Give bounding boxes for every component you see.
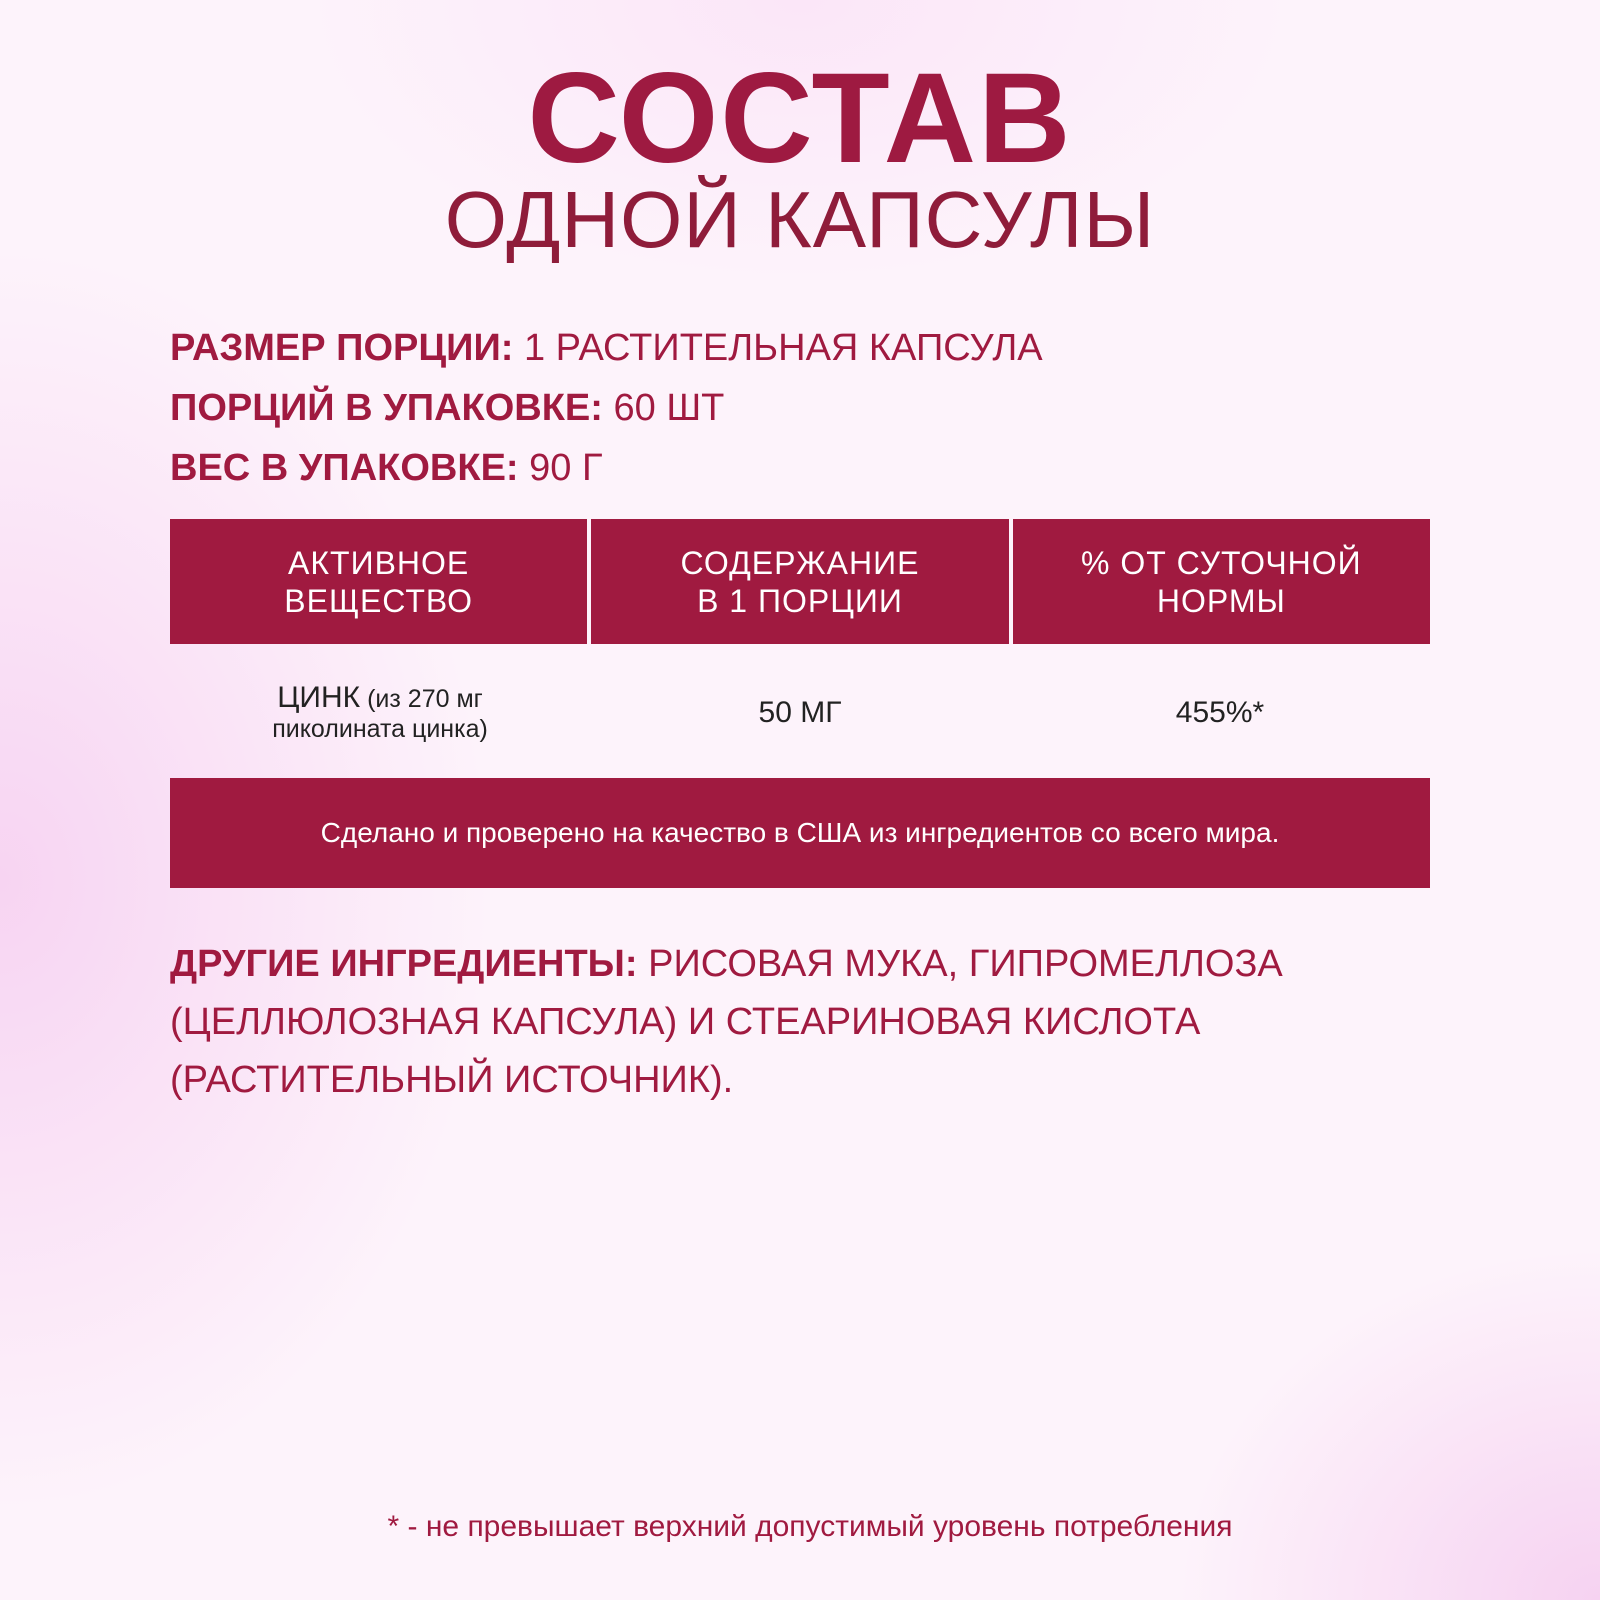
- table-header: [170, 519, 1430, 644]
- substance-name: ЦИНК: [277, 681, 361, 714]
- cell-amount: 50 МГ: [758, 695, 842, 729]
- weight-value: 90 Г: [518, 447, 603, 489]
- other-ingredients-label: ДРУГИЕ ИНГРЕДИЕНТЫ:: [170, 943, 638, 985]
- header-line: АКТИВНОЕ: [288, 544, 470, 581]
- header-line: % ОТ СУТОЧНОЙ: [1080, 544, 1362, 581]
- banner-text: Сделано и проверено на качество в США из ингредиентов со всего мира.: [320, 817, 1280, 848]
- header-daily-value: [1013, 519, 1430, 644]
- footnote: * - не превышает верхний допустимый уровень потребления: [387, 1510, 1233, 1543]
- header-active-substance: [170, 519, 587, 644]
- header-line: СОДЕРЖАНИЕ: [680, 544, 920, 581]
- serving-size-label: РАЗМЕР ПОРЦИИ:: [170, 327, 514, 369]
- cell-daily-value: 455%*: [1175, 695, 1265, 729]
- other-ingredients-text: РИСОВАЯ МУКА, ГИПРОМЕЛЛОЗА (ЦЕЛЛЮЛОЗНАЯ КАПСУЛА) И СТЕАРИНОВАЯ КИСЛОТА (РАСТИТЕЛЬНЫЙ ИСТОЧНИК).: [170, 943, 1283, 1101]
- substance-note: пиколината цинка): [272, 715, 488, 743]
- origin-banner: [170, 778, 1430, 888]
- product-info: [170, 318, 1043, 498]
- servings-row: [170, 378, 1043, 438]
- serving-size-value: 1 РАСТИТЕЛЬНАЯ КАПСУЛА: [513, 327, 1043, 369]
- header-content-per-serving: [591, 519, 1008, 644]
- servings-value: 60 ШТ: [602, 387, 725, 429]
- table-row: [170, 665, 1430, 760]
- page-subtitle: ОДНОЙ КАПСУЛЫ: [444, 175, 1156, 264]
- substance-note: (из 270 мг: [360, 685, 483, 713]
- other-ingredients: [170, 935, 1460, 1109]
- serving-size-row: [170, 318, 1043, 378]
- header-line: ВЕЩЕСТВО: [284, 582, 474, 619]
- header-line: НОРМЫ: [1156, 582, 1286, 619]
- weight-row: [170, 438, 1043, 498]
- weight-label: ВЕС В УПАКОВКЕ:: [170, 447, 519, 489]
- header-line: В 1 ПОРЦИИ: [697, 582, 903, 619]
- page-title: СОСТАВ: [527, 47, 1073, 190]
- cell-substance: [170, 665, 590, 760]
- servings-label: ПОРЦИЙ В УПАКОВКЕ:: [170, 387, 603, 429]
